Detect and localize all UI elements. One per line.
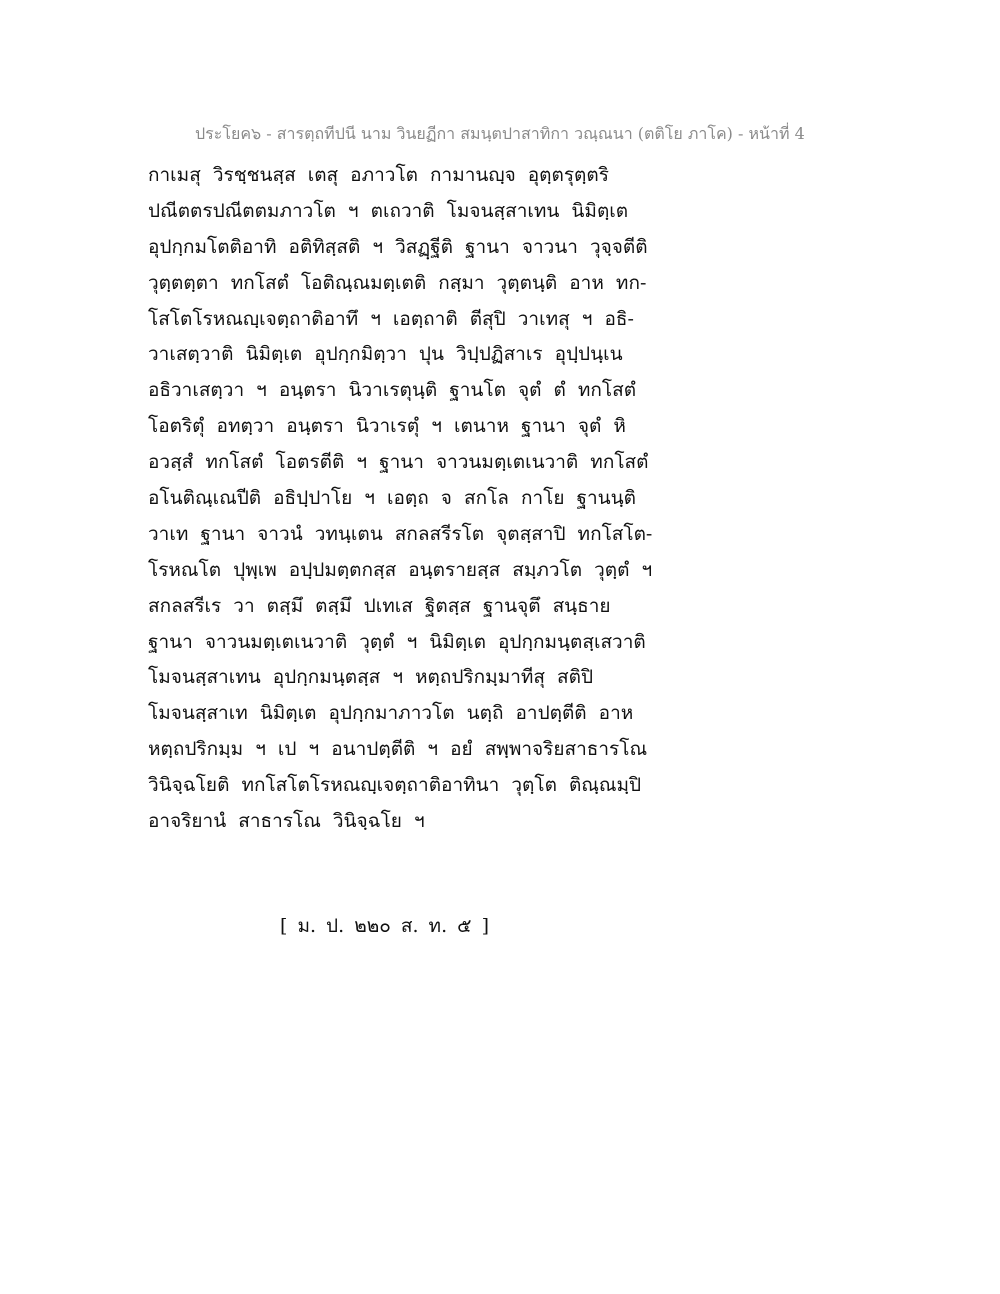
text-line-18: วินิจฺฉโยติ ทกโสโตโรหณญฺเจตฺถาติอาทินา วุตฺโต ติณฺณมฺปิ xyxy=(148,774,642,797)
text-line-6: วาเสตฺวาติ นิมิตฺเต อุปกฺกมิตฺวา ปุน วิปฺปฏิสาเร อุปฺปนฺเน xyxy=(148,343,623,366)
text-line-4: วุตฺตตฺตา ทกโสตํ โอติณฺณมตฺเตติ กสฺมา วุตฺตนฺติ อาห ทก- xyxy=(148,271,647,294)
text-line-15: โมจนสฺสาเทน อุปกฺกมนฺตสฺส ฯ หตฺถปริกมฺมาทีสุ สติปิ xyxy=(148,666,594,689)
text-line-8: โอตริตุํ อทตฺวา อนฺตรา นิวาเรตุํ ฯ เตนาห ฐานา จุตํ หิ xyxy=(148,415,626,438)
page-header: ประโยค๖ - สารตฺถทีปนี นาม วินยฏีกา สมนฺตปาสาทิกา วณฺณนา (ตติโย ภาโค) - หน้าที่ 4 xyxy=(195,124,805,143)
text-line-17: หตฺถปริกมฺม ฯ เป ฯ อนาปตฺตีติ ฯ อยํ สพฺพาจริยสาธารโณ xyxy=(148,738,648,761)
text-line-3: อุปกฺกมโตติอาทิ อติทิสฺสติ ฯ วิสฏฺฐีติ ฐานา จาวนา วุจฺจตีติ xyxy=(148,235,648,258)
text-line-16: โมจนสฺสาเท นิมิตฺเต อุปกฺกมาภาวโต นตฺถิ อาปตฺตีติ อาห xyxy=(148,702,634,725)
text-line-19: อาจริยานํ สาธารโณ วินิจฺฉโย ฯ xyxy=(148,810,425,833)
text-line-1: กาเมสุ วิรชฺชนสฺส เตสุ อภาวโต กามานญฺจ อุตฺตรุตฺตริ xyxy=(148,164,609,186)
text-line-13: สกลสรีเร วา ตสฺมึ ตสฺมึ ปเทเส ฐิตสฺส ฐานจุตึ สนฺธาย xyxy=(148,594,611,617)
text-line-2: ปณีตตรปณีตตมภาวโต ฯ ตเถวาติ โมจนสฺสาเทน นิมิตฺเต xyxy=(148,199,629,222)
text-line-5: โสโตโรหณญฺเจตฺถาติอาทึ ฯ เอตฺถาติ ตีสุปิ วาเทสุ ฯ อธิ- xyxy=(148,307,634,330)
text-line-14: ฐานา จาวนมตฺเตเนวาติ วุตฺตํ ฯ นิมิตฺเต อุปกฺกมนฺตสฺเสวาติ xyxy=(148,630,646,653)
text-line-9: อวสฺสํ ทกโสตํ โอตรตีติ ฯ ฐานา จาวนมตฺเตเนวาติ ทกโสตํ xyxy=(148,451,649,474)
text-line-10: อโนติณฺเณปีติ อธิปฺปาโย ฯ เอตฺถ จ สกโล กาโย ฐานนฺติ xyxy=(148,487,636,510)
text-line-12: โรหณโต ปุพฺเพ อปฺปมตฺตกสฺส อนฺตรายสฺส สมฺภวโต วุตฺตํ ฯ xyxy=(148,558,653,581)
body-text xyxy=(148,158,868,840)
text-line-7: อธิวาเสตฺวา ฯ อนฺตรา นิวาเรตุนฺติ ฐานโต จุตํ ตํ ทกโสตํ xyxy=(148,379,637,402)
text-line-11: วาเท ฐานา จาวนํ วทนฺเตน สกลสรีรโต จุตสฺสาปิ ทกโสโต- xyxy=(148,522,653,545)
source-reference: [ ม. ป. ๒๒๐ ส. ท. ๕ ] xyxy=(280,915,489,937)
